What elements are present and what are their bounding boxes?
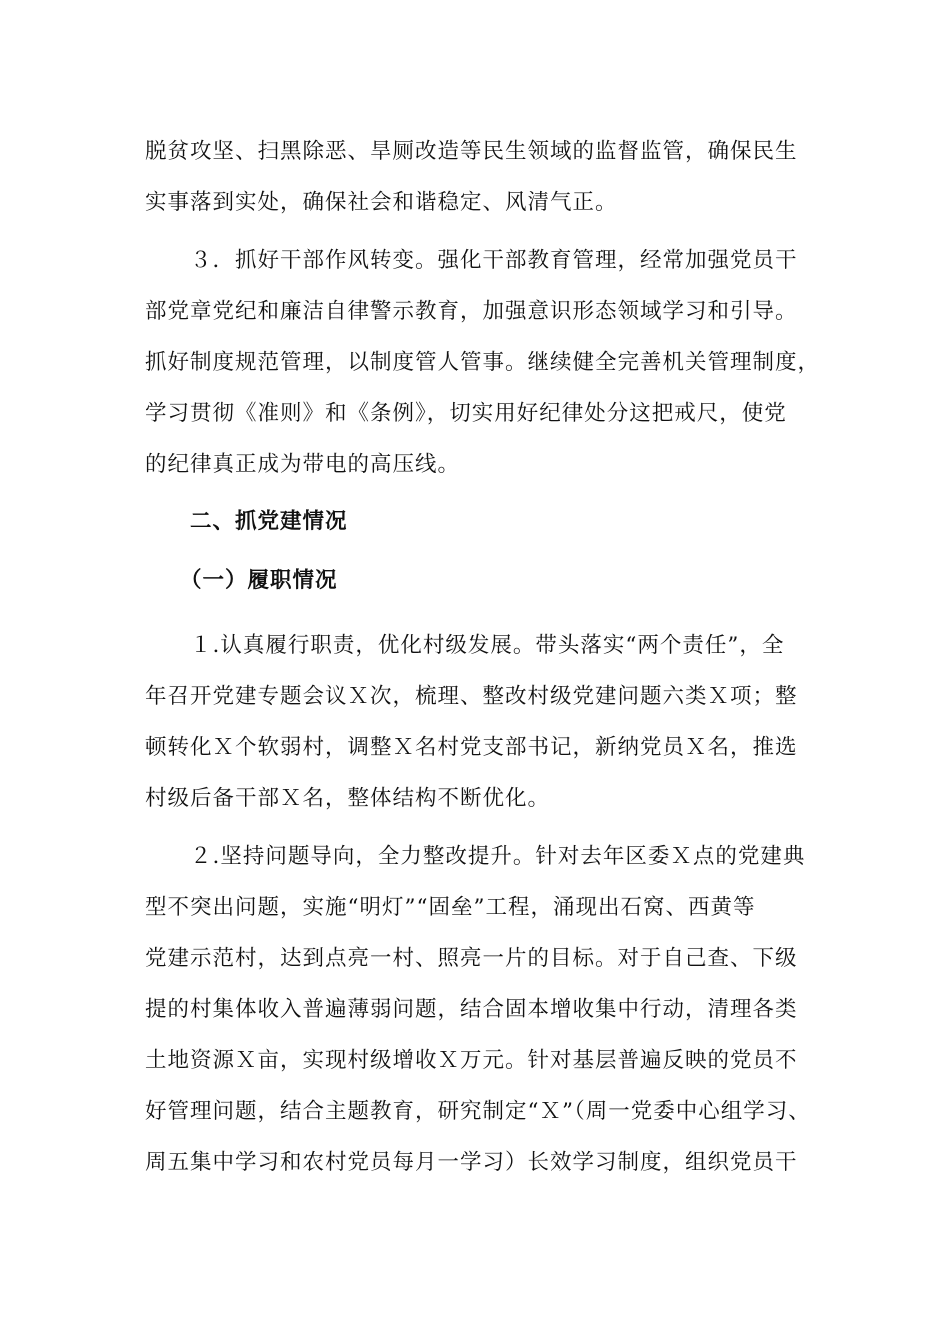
paragraph-line: １.认真履行职责，优化村级发展。带头落实“两个责任”，全: [190, 633, 785, 658]
paragraph-line: 的纪律真正成为带电的高压线。: [145, 452, 461, 477]
paragraph-line: 脱贫攻坚、扫黑除恶、旱厕改造等民生领域的监督监管，确保民生: [145, 139, 798, 164]
subsection-heading: （一）履职情况: [180, 568, 338, 593]
paragraph-line: 顿转化Ｘ个软弱村，调整Ｘ名村党支部书记，新纳党员Ｘ名，推选: [145, 735, 798, 760]
section-heading: 二、抓党建情况: [190, 509, 348, 534]
paragraph-line: 土地资源Ｘ亩，实现村级增收Ｘ万元。针对基层普遍反映的党员不: [145, 1048, 798, 1073]
paragraph-line: 党建示范村，达到点亮一村、照亮一片的目标。对于自己查、下级: [145, 946, 798, 971]
paragraph-line: 型不突出问题，实施“明灯”“固垒”工程，涌现出石窝、西黄等: [145, 895, 756, 920]
paragraph-line: 年召开党建专题会议Ｘ次，梳理、整改村级党建问题六类Ｘ项；整: [145, 684, 798, 709]
paragraph-line: 抓好制度规范管理，以制度管人管事。继续健全完善机关管理制度，: [145, 350, 821, 375]
paragraph-line: 周五集中学习和农村党员每月一学习）长效学习制度，组织党员干: [145, 1150, 798, 1175]
paragraph-line: ２.坚持问题导向，全力整改提升。针对去年区委Ｘ点的党建典: [190, 844, 806, 869]
paragraph-line: 学习贯彻《准则》和《条例》，切实用好纪律处分这把戒尺，使党: [145, 401, 787, 426]
paragraph-line: 提的村集体收入普遍薄弱问题，结合固本增收集中行动，清理各类: [145, 997, 798, 1022]
paragraph-line: ３．抓好干部作风转变。强化干部教育管理，经常加强党员干: [190, 248, 798, 273]
paragraph-line: 好管理问题，结合主题教育，研究制定“Ｘ”（周一党委中心组学习、: [145, 1099, 811, 1124]
paragraph-line: 实事落到实处，确保社会和谐稳定、风清气正。: [145, 190, 618, 215]
paragraph-line: 部党章党纪和廉洁自律警示教育，加强意识形态领域学习和引导。: [145, 299, 798, 324]
paragraph-line: 村级后备干部Ｘ名，整体结构不断优化。: [145, 786, 551, 811]
